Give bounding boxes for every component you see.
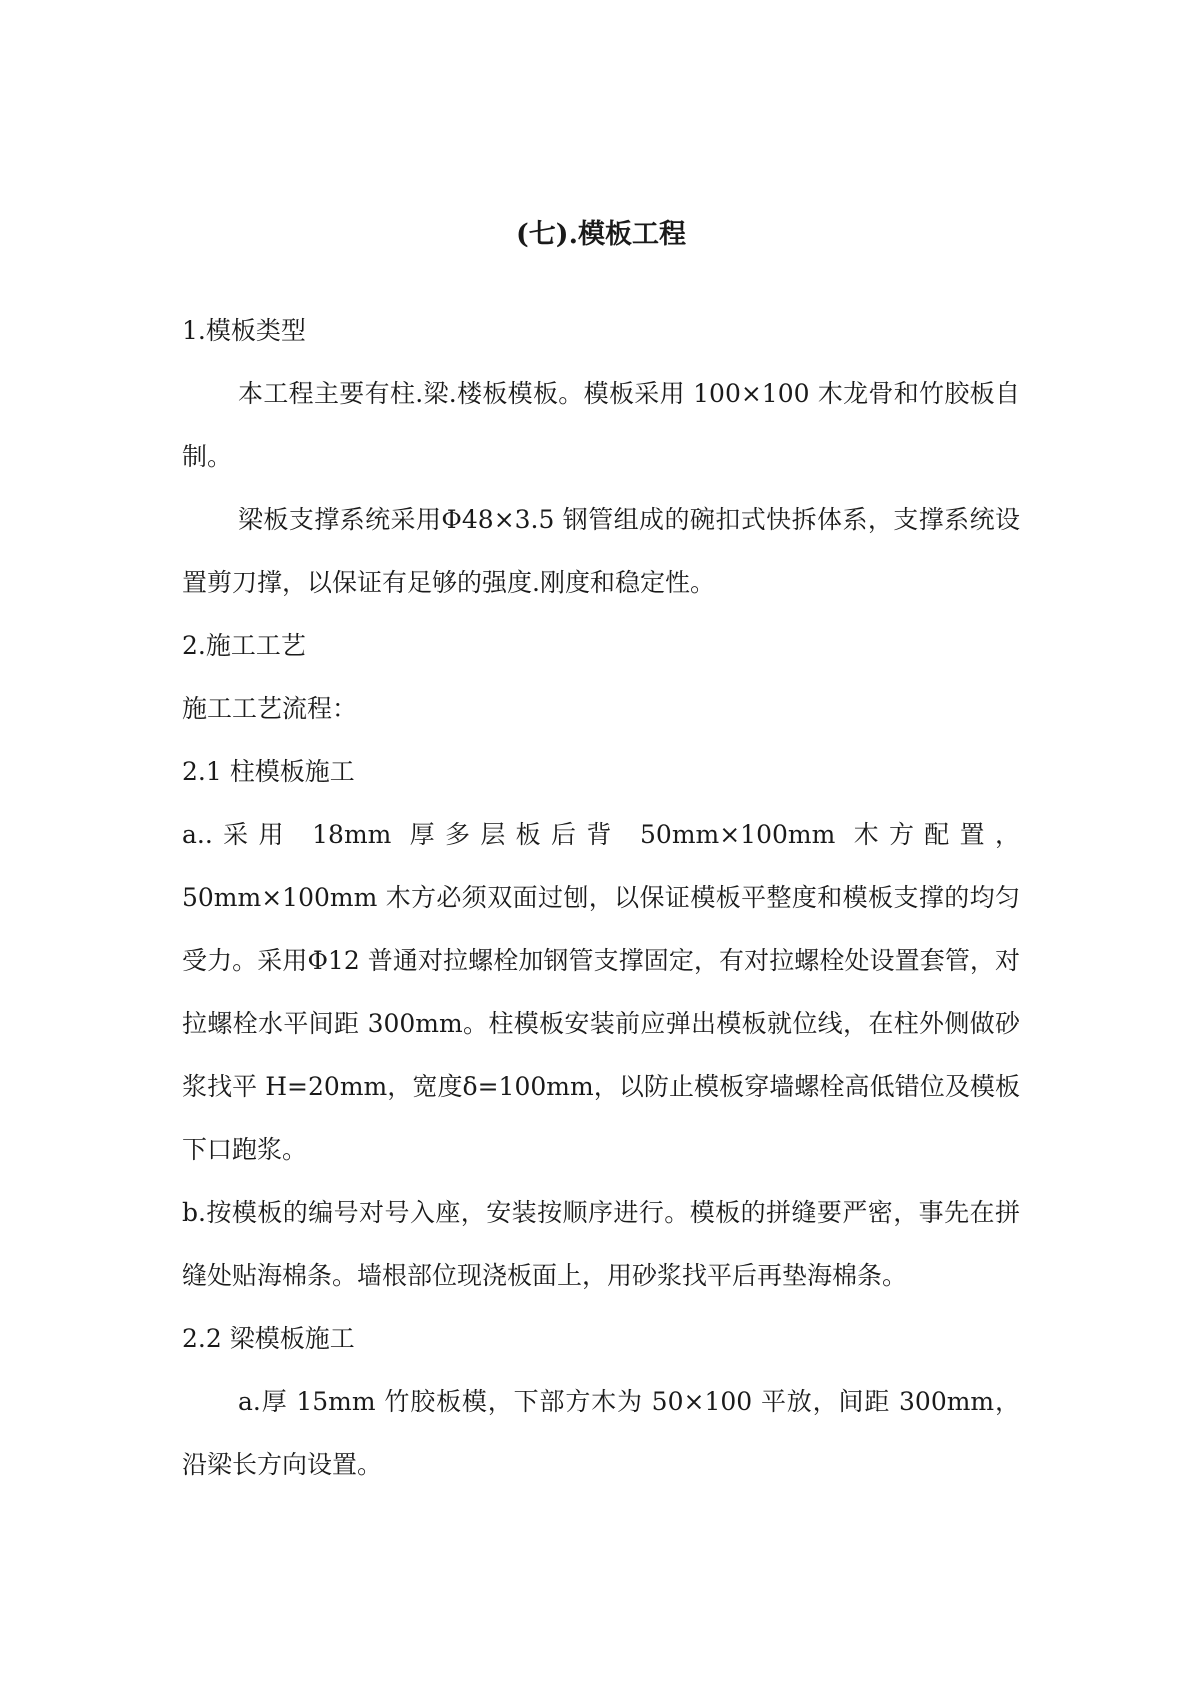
paragraph-support-system: 梁板支撑系统采用Φ48×3.5 钢管组成的碗扣式快拆体系，支撑系统设置剪刀撑，以保证有足够的强度.刚度和稳定性。 [182, 505, 1020, 597]
paragraph-process-flow-label: 施工工艺流程： [182, 694, 358, 723]
document-body [182, 299, 1020, 1496]
section-heading-construction-process: 2.施工工艺 [182, 631, 306, 660]
document-title: (七).模板工程 [516, 219, 686, 250]
subsection-heading-column-formwork: 2.1 柱模板施工 [182, 757, 355, 786]
paragraph-beam-formwork-a: a.厚 15mm 竹胶板模，下部方木为 50×100 平放，间距 300mm，沿梁长方向设置。 [182, 1387, 1020, 1479]
subsection-heading-beam-formwork: 2.2 梁模板施工 [182, 1324, 355, 1353]
paragraph-column-formwork-a: a..采用 18mm 厚多层板后背 50mm×100mm 木方配置，50mm×100mm 木方必须双面过刨，以保证模板平整度和模板支撑的均匀受力。采用Φ12 普通对拉螺栓加钢管支撑固定，有对拉螺栓处设置套管，对拉螺栓水平间距 300mm。柱模板安装前应弹出模板就位线，在柱外侧做砂浆找平 H=20mm，宽度δ=100mm，以防止模板穿墙螺栓高低错位及模板下口跑浆。 [182, 820, 1020, 1164]
paragraph-column-formwork-b: b.按模板的编号对号入座，安装按顺序进行。模板的拼缝要严密，事先在拼缝处贴海棉条。墙根部位现浇板面上，用砂浆找平后再垫海棉条。 [182, 1198, 1020, 1290]
section-heading-formwork-type: 1.模板类型 [182, 316, 306, 345]
paragraph-formwork-materials: 本工程主要有柱.梁.楼板模板。模板采用 100×100 木龙骨和竹胶板自制。 [182, 379, 1020, 471]
